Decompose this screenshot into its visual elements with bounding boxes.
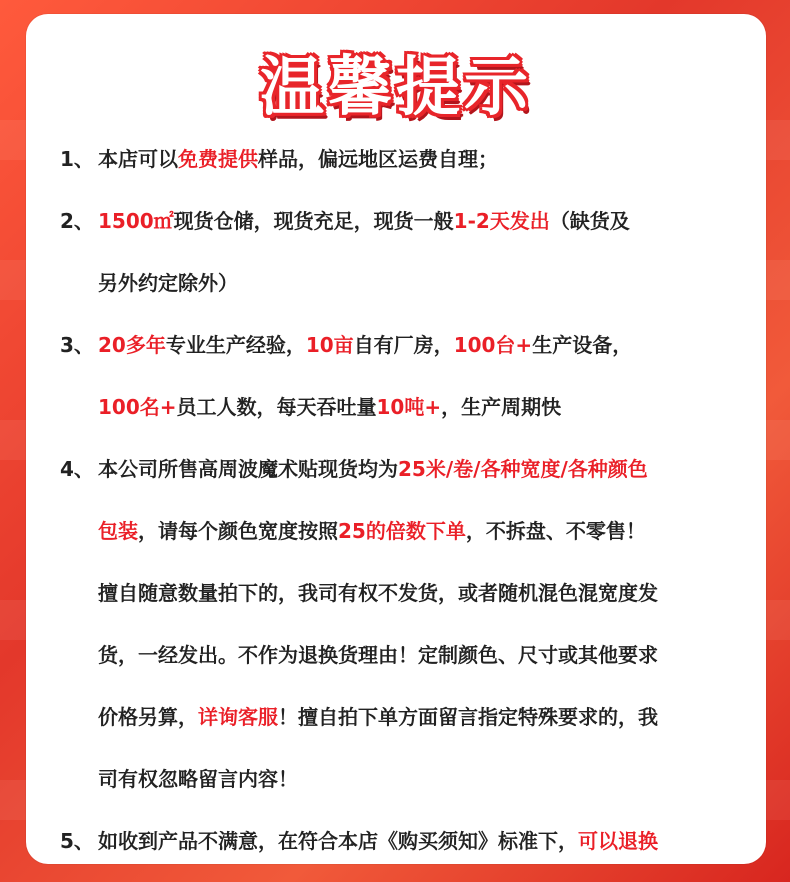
notice-text: ，不拆盘、不零售！: [465, 519, 646, 543]
notice-text: 生产设备，: [532, 333, 633, 357]
notice-line: [34, 686, 786, 748]
highlight-text: 包装: [98, 519, 138, 543]
notice-text: 自有厂房，: [353, 333, 454, 357]
page-title: 温馨提示: [260, 51, 532, 125]
notice-text: 员工人数，每天吞吐量: [176, 395, 377, 419]
notice-text: （缺货及: [549, 209, 630, 233]
highlight-text: 100台+: [453, 333, 533, 357]
highlight-text: 10吨+: [376, 395, 442, 419]
item-number: 5、: [60, 829, 94, 853]
notice-line: [34, 500, 786, 562]
highlight-text: 25的倍数下单: [338, 519, 466, 543]
highlight-text: 免费提供: [178, 147, 258, 171]
notice-line: [34, 624, 786, 686]
notice-text: 擅自随意数量拍下的，我司有权不发货，或者随机混色混宽度发: [98, 581, 658, 605]
notice-list: [34, 128, 786, 872]
highlight-text: 1-2天发出: [453, 209, 550, 233]
notice-line: [34, 562, 786, 624]
highlight-text: 100名+: [98, 395, 177, 419]
highlight-text: 10亩: [305, 333, 354, 357]
notice-text: ！擅自拍下单方面留言指定特殊要求的，我: [278, 705, 658, 729]
notice-line: [34, 438, 786, 500]
notice-text: 专业生产经验，: [165, 333, 306, 357]
notice-text: 货，一经发出。不作为退换货理由！定制颜色、尺寸或其他要求: [98, 643, 658, 667]
highlight-text: 详询客服: [198, 705, 278, 729]
highlight-text: 25米/卷/各种宽度/各种颜色: [398, 457, 648, 481]
notice-text: ，请每个颜色宽度按照: [138, 519, 338, 543]
notice-line: [34, 376, 786, 438]
notice-text: 本店可以: [98, 147, 178, 171]
notice-text: 价格另算，: [98, 705, 198, 729]
notice-text: 另外约定除外）: [98, 271, 238, 295]
item-number: 1、: [60, 147, 94, 171]
notice-text: 司有权忽略留言内容！: [98, 767, 298, 791]
notice-panel: [26, 14, 766, 864]
notice-line: [34, 190, 786, 252]
item-number: 2、: [60, 209, 94, 233]
notice-text: 现货仓储，现货充足，现货一般: [173, 209, 454, 233]
notice-line: [34, 252, 786, 314]
highlight-text: 1500㎡: [98, 209, 174, 233]
highlight-text: 20多年: [98, 333, 166, 357]
notice-line: [34, 810, 786, 872]
item-number: 3、: [60, 333, 94, 357]
notice-line: [34, 128, 786, 190]
notice-text: 如收到产品不满意，在符合本店《购买须知》标准下，: [98, 829, 578, 853]
notice-line: [34, 314, 786, 376]
notice-text: 本公司所售高周波魔术贴现货均为: [98, 457, 398, 481]
highlight-text: 可以退换: [578, 829, 658, 853]
notice-line: [34, 748, 786, 810]
notice-text: 样品，偏远地区运费自理；: [258, 147, 498, 171]
item-number: 4、: [60, 457, 94, 481]
notice-text: ，生产周期快: [441, 395, 562, 419]
